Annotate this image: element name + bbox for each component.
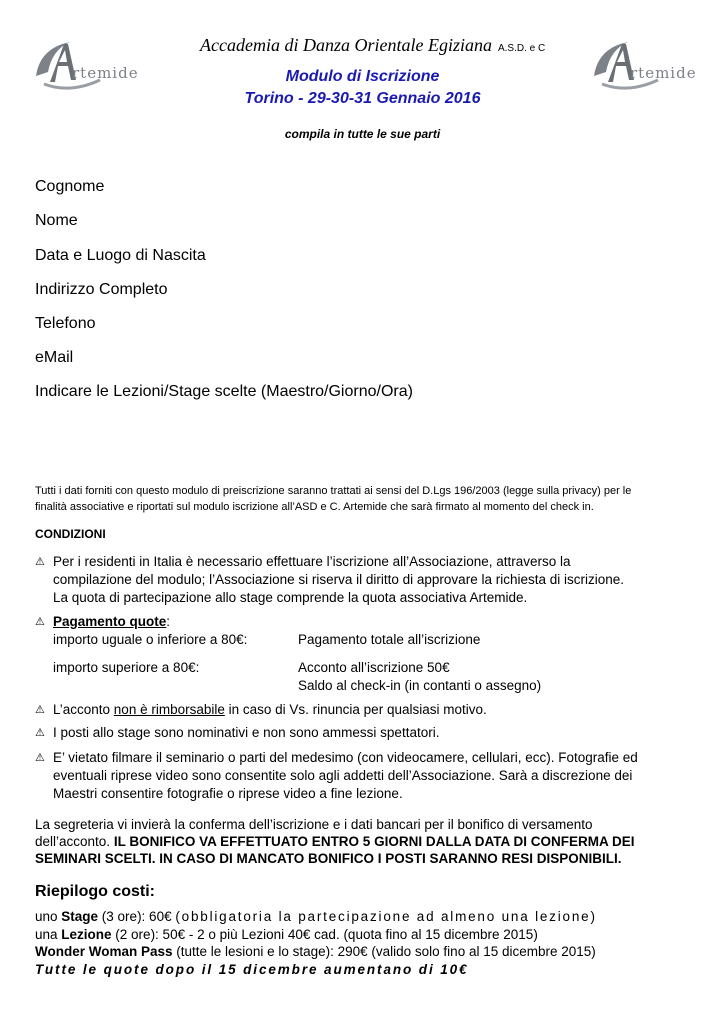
condition-payment: ⚠ Pagamento quote: bbox=[35, 614, 171, 629]
field-lezioni-stage: Indicare le Lezioni/Stage scelte (Maestro/Giorno/Ora) bbox=[35, 383, 413, 400]
warning-icon: ⚠ bbox=[35, 704, 45, 716]
secretariat-notice: La segreteria vi invierà la conferma dell’iscrizione e i dati bancari per il bonifico di versamento dell’acconto. IL BONIFICO VA EFFETTUATO ENTRO 5 GIORNI DALLA DATA DI CONFERMA DEI SEMINARI SCELTI. IN CASO DI MANCATO BONIFICO I POSTI SARANNO RESI DISPONIBILI. bbox=[35, 817, 635, 866]
payment-row-high: importo superiore a 80€: Acconto all’iscrizione 50€ bbox=[53, 660, 450, 675]
warning-icon: ⚠ bbox=[35, 616, 45, 628]
price-increase-note: Tutte le quote dopo il 15 dicembre aumentano di 10€ bbox=[35, 962, 469, 977]
cost-pass: Wonder Woman Pass (tutte le lesioni e lo stage): 290€ (valido solo fino al 15 dicembre 2015) bbox=[35, 944, 596, 959]
warning-icon: ⚠ bbox=[35, 727, 45, 739]
svg-text:rtemide: rtemide bbox=[630, 64, 697, 82]
conditions-title: CONDIZIONI bbox=[35, 527, 106, 541]
field-data-luogo-nascita: Data e Luogo di Nascita bbox=[35, 247, 206, 264]
condition-deposit: ⚠ L’acconto non è rimborsabile in caso di Vs. rinuncia per qualsiasi motivo. bbox=[35, 702, 487, 717]
privacy-notice: Tutti i dati forniti con questo modulo di preiscrizione saranno trattati ai sensi del D.Lgs 196/2003 (legge sulla privacy) per le finalità associative e riportati sul modulo iscrizione all’ASD e C. Artemide che sarà firmato al momento del check in. bbox=[35, 485, 632, 513]
svg-text:rtemide: rtemide bbox=[72, 64, 139, 82]
academy-suffix: A.S.D. e C bbox=[497, 43, 546, 54]
field-nome: Nome bbox=[35, 212, 78, 229]
academy-name: Accademia di Danza Orientale Egiziana A.S.D. e C bbox=[200, 35, 546, 55]
cost-summary-title: Riepilogo costi: bbox=[35, 883, 155, 900]
warning-icon: ⚠ bbox=[35, 752, 45, 764]
cost-lesson: una Lezione (2 ore): 50€ - 2 o più Lezioni 40€ cad. (quota fino al 15 dicembre 2015) bbox=[35, 927, 538, 942]
field-telefono: Telefono bbox=[35, 315, 96, 332]
artemide-logo-left bbox=[30, 36, 140, 96]
payment-row-low: importo uguale o inferiore a 80€: Pagamento totale all’iscrizione bbox=[53, 632, 481, 647]
subtitle: compila in tutte le sue parti bbox=[284, 127, 441, 141]
field-indirizzo: Indirizzo Completo bbox=[35, 281, 168, 298]
artemide-logo-right bbox=[588, 36, 698, 96]
field-email: eMail bbox=[35, 349, 74, 366]
field-cognome: Cognome bbox=[35, 178, 105, 195]
form-title: Modulo di Iscrizione bbox=[285, 68, 440, 85]
warning-icon: ⚠ bbox=[35, 556, 45, 568]
cost-stage: uno Stage (3 ore): 60€ (obbligatoria la partecipazione ad almeno una lezione) bbox=[35, 909, 597, 924]
condition-residents: ⚠ Per i residenti in Italia è necessario effettuare l’iscrizione all’Associazione, attraverso la compilazione del modulo; l’Associazione si riserva il diritto di approvare la richiesta di iscrizione. La quota di partecipazione allo stage comprende la quota associativa Artemide. bbox=[35, 554, 625, 605]
condition-places: ⚠ I posti allo stage sono nominativi e non sono ammessi spettatori. bbox=[35, 725, 440, 740]
event-date: Torino - 29-30-31 Gennaio 2016 bbox=[244, 90, 481, 107]
condition-filming: ⚠ E’ vietato filmare il seminario o parti del medesimo (con videocamere, cellulari, ecc). Fotografie ed eventuali riprese video sono consentite solo agli addetti dell’Associazione. Sarà a discrezione dei Maestri consentire fotografie o riprese video a fine lezione. bbox=[35, 750, 638, 801]
